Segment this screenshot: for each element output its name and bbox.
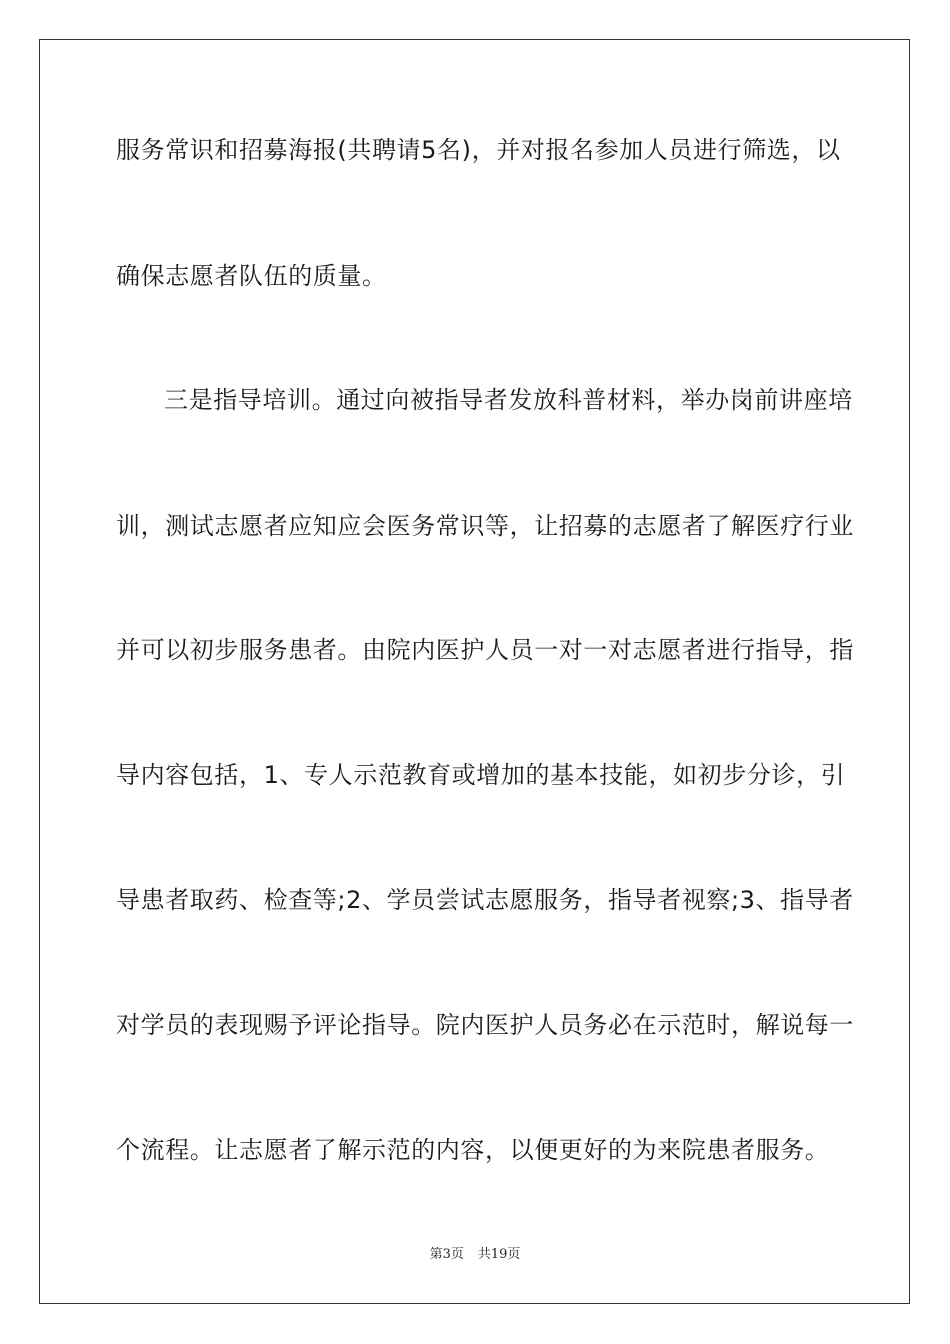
paragraph-line-3: 三是指导培训。通过向被指导者发放科普材料，举办岗前讲座培 — [164, 386, 853, 414]
paragraph-line-7: 导患者取药、检查等;2、学员尝试志愿服务，指导者视察;3、指导者 — [116, 886, 854, 914]
page-border — [39, 39, 910, 1304]
page-total: 共19页 — [477, 1247, 521, 1262]
page-number: 第3页 — [429, 1247, 464, 1262]
paragraph-line-2: 确保志愿者队伍的质量。 — [116, 262, 387, 290]
paragraph-line-4: 训，测试志愿者应知应会医务常识等，让招募的志愿者了解医疗行业 — [116, 512, 854, 540]
paragraph-line-6: 导内容包括，1、专人示范教育或增加的基本技能，如初步分诊，引 — [116, 761, 846, 789]
paragraph-line-5: 并可以初步服务患者。由院内医护人员一对一对志愿者进行指导，指 — [116, 636, 854, 664]
paragraph-line-9: 个流程。让志愿者了解示范的内容，以便更好的为来院患者服务。 — [116, 1136, 830, 1164]
paragraph-line-1: 服务常识和招募海报(共聘请5名)，并对报名参加人员进行筛选，以 — [116, 136, 841, 164]
page-footer — [0, 1246, 950, 1264]
paragraph-line-8: 对学员的表现赐予评论指导。院内医护人员务必在示范时，解说每一 — [116, 1011, 854, 1039]
